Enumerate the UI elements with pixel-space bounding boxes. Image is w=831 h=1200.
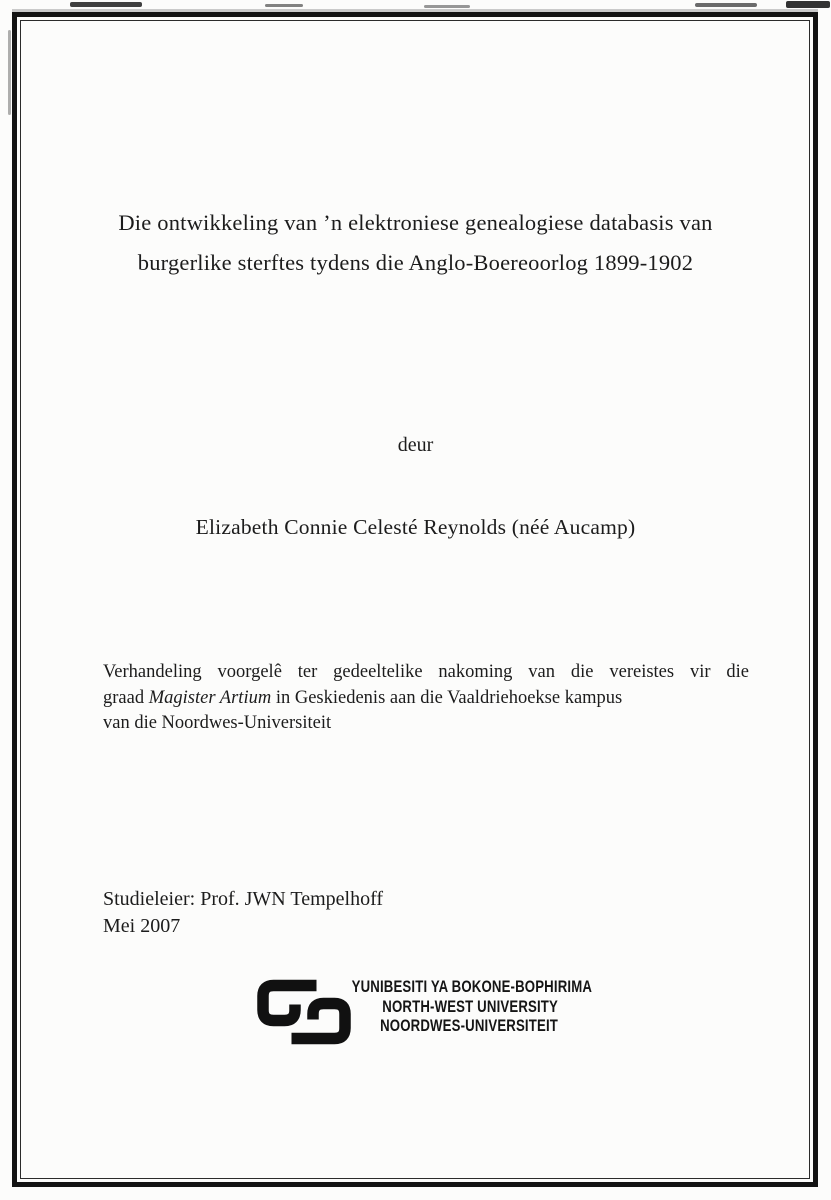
submission-statement xyxy=(103,660,749,737)
scan-artifact xyxy=(70,2,142,7)
degree-name: Magister Artium xyxy=(148,687,272,708)
nwu-logo-line2: NORTH-WEST UNIVERSITY xyxy=(382,997,558,1016)
thesis-title xyxy=(30,203,801,283)
byline-label: deur xyxy=(397,434,434,456)
scan-artifact xyxy=(12,9,818,12)
nwu-logo-mark xyxy=(257,979,351,1045)
scan-artifact xyxy=(265,4,303,7)
scan-artifact xyxy=(424,5,470,8)
submission-statement-line3: van die Noordwes-Universiteit xyxy=(103,713,332,733)
nwu-logo-wordmark xyxy=(351,978,593,1037)
scan-artifact xyxy=(786,1,830,8)
scan-artifact xyxy=(8,30,11,115)
date-line: Mei 2007 xyxy=(103,915,181,937)
author-name: Elizabeth Connie Celesté Reynolds (néé Aucamp) xyxy=(195,515,636,539)
submission-statement-line2 xyxy=(103,686,749,712)
nwu-logo-line3: NOORDWES-UNIVERSITEIT xyxy=(380,1017,558,1035)
submission-statement-line1: Verhandeling voorgelê ter gedeeltelike nakoming van die vereistes vir die xyxy=(103,662,749,682)
statement-line2-suffix: in Geskiedenis aan die Vaaldriehoekse kampus xyxy=(271,687,623,708)
nwu-logo-line1: YUNIBESITI YA BOKONE-BOPHIRIMA xyxy=(351,978,593,996)
statement-line2-prefix: graad xyxy=(103,687,149,708)
thesis-title-line2: burgerlike sterftes tydens die Anglo-Boereoorlog 1899-1902 xyxy=(137,250,694,275)
scan-artifact xyxy=(695,3,757,7)
supervisor-block xyxy=(103,886,383,940)
supervisor-line: Studieleier: Prof. JWN Tempelhoff xyxy=(103,888,384,910)
thesis-title-line1: Die ontwikkeling van ’n elektroniese genealogiese databasis van xyxy=(118,210,713,235)
